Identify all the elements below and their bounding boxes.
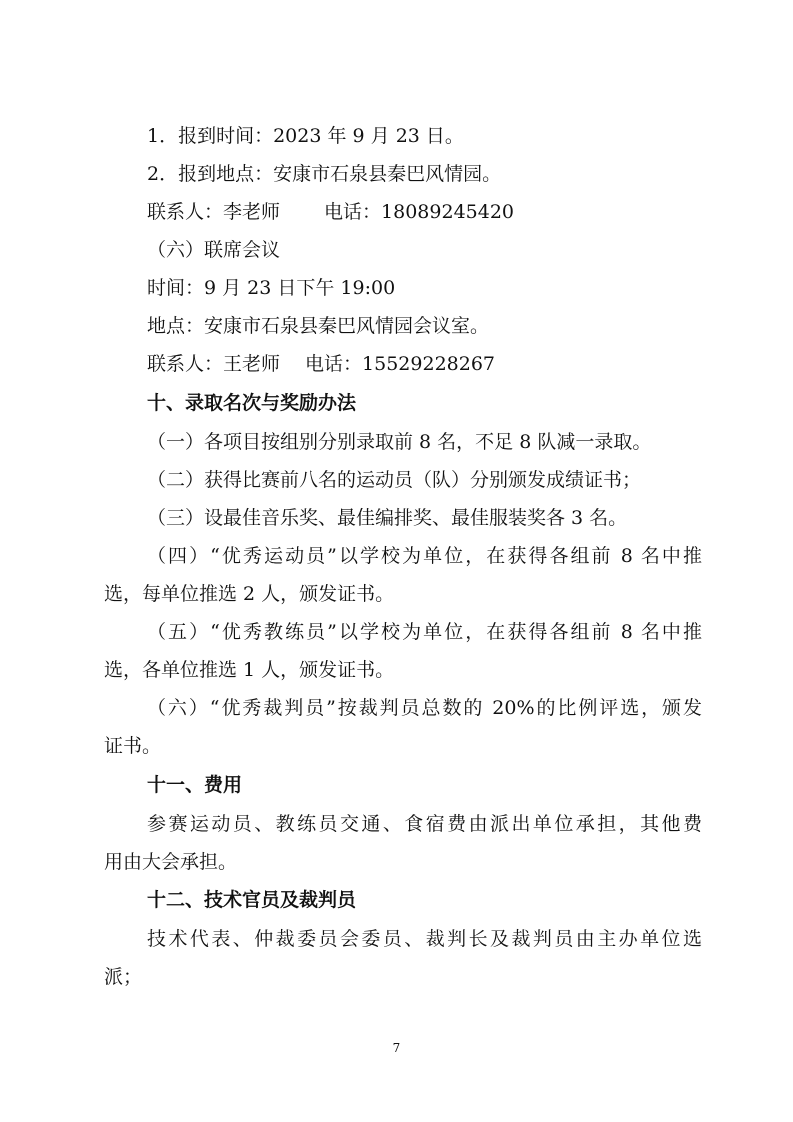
award-item-6-line-1: （六）“优秀裁判员”按裁判员总数的 20%的比例评选，颁发 (147, 697, 702, 719)
fees-line-2: 用由大会承担。 (104, 851, 238, 873)
page-number: 7 (392, 1041, 401, 1055)
section-ten-heading: 十、录取名次与奖励办法 (147, 392, 357, 414)
contact-line-2: 联系人：王老师 电话：15529228267 (147, 353, 496, 375)
award-item-5-line-2: 选，各单位推选 1 人，颁发证书。 (104, 659, 395, 681)
fees-line-1: 参赛运动员、教练员交通、食宿费由派出单位承担，其他费 (147, 813, 702, 835)
report-location-line: 2．报到地点：安康市石泉县秦巴风情园。 (147, 163, 502, 185)
award-item-6-line-2: 证书。 (104, 735, 162, 757)
report-time-line: 1．报到时间：2023 年 9 月 23 日。 (147, 125, 464, 147)
award-item-2: （二）获得比赛前八名的运动员（队）分别颁发成绩证书； (147, 469, 642, 491)
meeting-time-line: 时间：9 月 23 日下午 19:00 (147, 277, 396, 299)
contact-line-1: 联系人：李老师 电话：18089245420 (147, 201, 515, 223)
meeting-location-line: 地点：安康市石泉县秦巴风情园会议室。 (147, 315, 490, 337)
award-item-5-line-1: （五）“优秀教练员”以学校为单位，在获得各组前 8 名中推 (147, 621, 702, 643)
section-eleven-heading: 十一、费用 (147, 774, 243, 796)
officials-line-2: 派； (104, 966, 143, 988)
joint-meeting-heading: （六）联席会议 (147, 239, 281, 261)
award-item-4-line-2: 选，每单位推选 2 人，颁发证书。 (104, 583, 395, 605)
officials-line-1: 技术代表、仲裁委员会委员、裁判长及裁判员由主办单位选 (147, 928, 702, 950)
award-item-1: （一）各项目按组别分别录取前 8 名，不足 8 队减一录取。 (147, 431, 652, 453)
section-twelve-heading: 十二、技术官员及裁判员 (147, 889, 357, 911)
award-item-3: （三）设最佳音乐奖、最佳编排奖、最佳服装奖各 3 名。 (147, 507, 628, 529)
award-item-4-line-1: （四）“优秀运动员”以学校为单位，在获得各组前 8 名中推 (147, 545, 702, 567)
